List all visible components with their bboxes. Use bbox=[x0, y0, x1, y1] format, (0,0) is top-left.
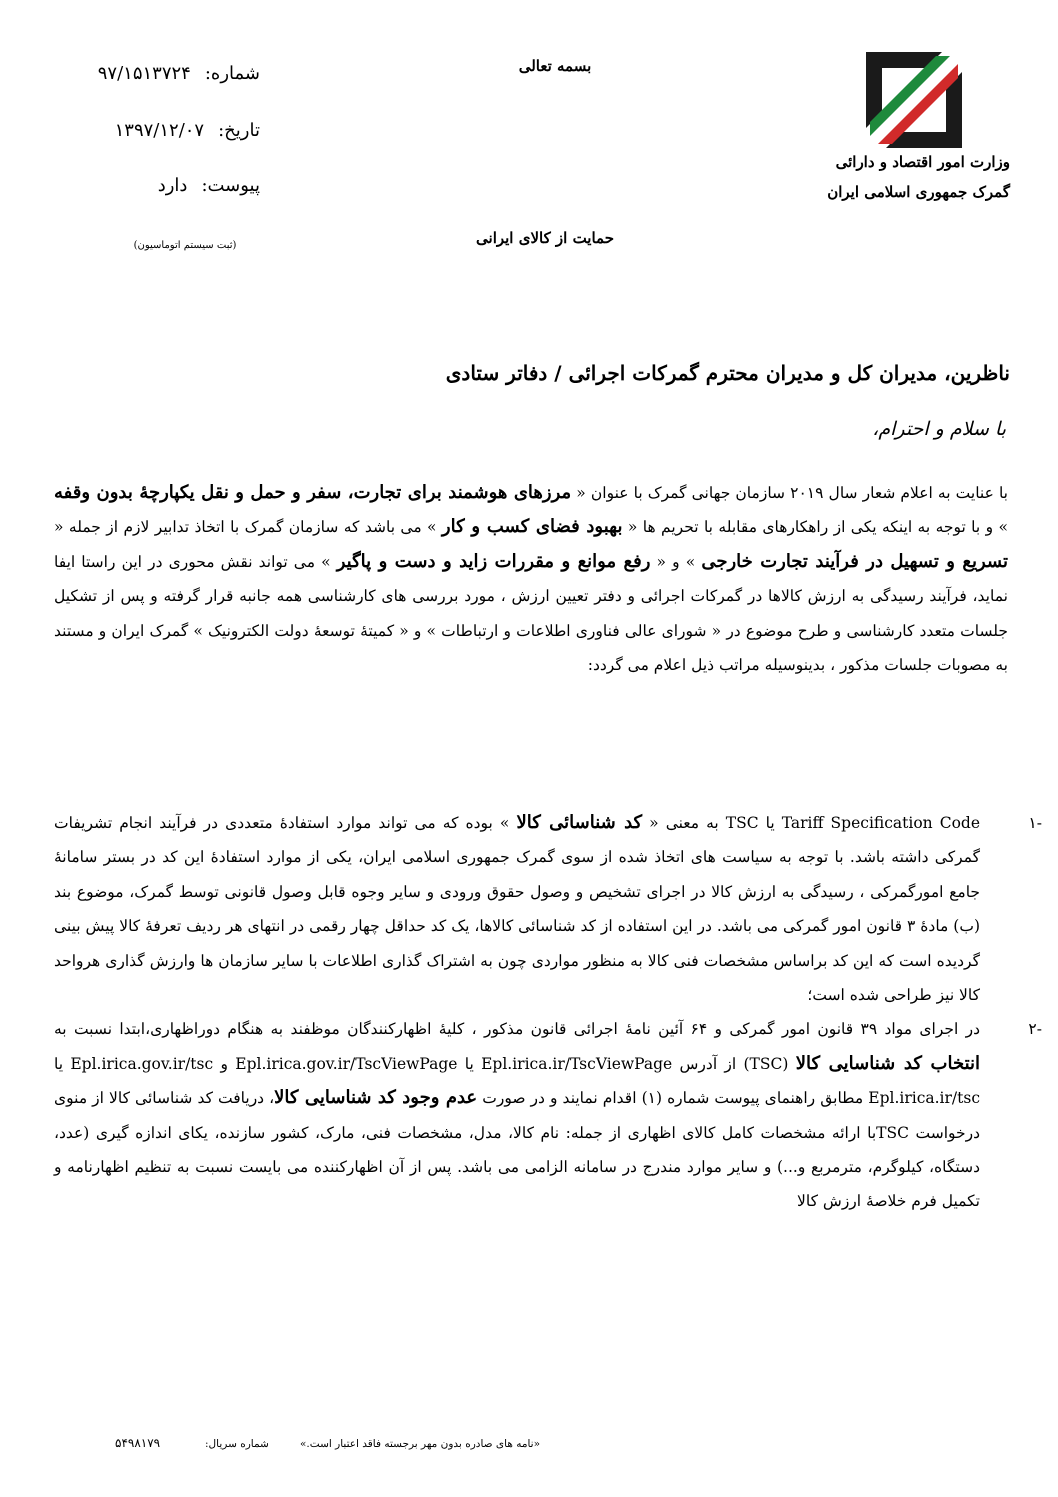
item1-text-1: Tariff Specification Code یا TSC به معنی « bbox=[642, 814, 980, 832]
greeting: با سلام و احترام، bbox=[872, 418, 1006, 440]
item2-text-1: در اجرای مواد ۳۹ قانون امور گمرکی و ۶۴ آئین نامهٔ اجرائی قانون مذکور ، کلیهٔ اظهارکنندگان موظفند به هنگام دوراظهاری،ابتدا نسبت به bbox=[54, 1020, 980, 1039]
attachment-label: پیوست: bbox=[201, 175, 260, 196]
letter-attachment bbox=[50, 175, 260, 196]
attachment-value: دارد bbox=[157, 175, 188, 196]
intro-paragraph bbox=[54, 476, 1008, 682]
list-item bbox=[54, 1012, 1042, 1218]
intro-text-3: » می باشد که سازمان گمرک با اتخاذ تدابیر لازم از جمله « bbox=[54, 518, 442, 537]
addressee-heading: ناظرین، مدیران کل و مدیران محترم گمرکات اجرائی / دفاتر ستادی bbox=[445, 361, 1010, 385]
item-text bbox=[54, 1012, 980, 1218]
item2-text-2: (TSC) از آدرس Epl.irica.ir/TscViewPage یا Epl.irica.gov.ir/TscViewPage و Epl.irica.gov.ir/tsc یا Epl.irica.ir/tsc مطابق راهنمای پیوست شماره (۱) اقدام نمایند و در صورت bbox=[54, 1054, 981, 1108]
item1-emphasis-1: کد شناسائی کالا bbox=[516, 812, 643, 833]
serial-label: شماره سریال: bbox=[205, 1438, 269, 1450]
automation-note: (ثبت سیستم اتوماسیون) bbox=[133, 240, 237, 251]
intro-text-4: » و « bbox=[650, 552, 702, 571]
date-label: تاریخ: bbox=[218, 120, 260, 141]
date-value: ۱۳۹۷/۱۲/۰۷ bbox=[114, 120, 205, 141]
customs-logo bbox=[862, 48, 966, 152]
item2-text-3: ، دریافت کد شناسائی کالا از منوی درخواست TSCبا ارائه مشخصات کامل کالای اظهاری از جمله: نام کالا، مدل، مشخصات فنی، مارک، کشور سازنده، یکای اندازه گیری (عدد، دستگاه، کیلوگرم، مترمربع و...) و سایر موارد مندرج در سامانه الزامی می باشد. پس از آن اظهارکننده می بایست نسبت به تنظیم اظهارنامه و تکمیل فرم خلاصهٔ ارزش کالا bbox=[54, 1089, 980, 1211]
intro-text-1: با عنایت به اعلام شعار سال ۲۰۱۹ سازمان جهانی گمرک با عنوان « bbox=[571, 484, 1008, 502]
intro-text-5: » می تواند نقش محوری در این راستا ایفا نماید، فرآیند رسیدگی به ارزش کالاها در گمرکات اجرائی و دفتر تعیین ارزش ، مورد بررسی های کارشناسی همه جانبه قرار گرفته و پس از تشکیل جلسات متعدد کارشناسی و طرح موضوع در « شورای عالی فناوری اطلاعات و ارتباطات » و « کمیتهٔ توسعهٔ دولت الکترونیک » گمرک ایران و مستند به مصوبات جلسات مذکور ، بدینوسیله مراتب ذیل اعلام می گردد: bbox=[54, 552, 1008, 675]
numbered-items bbox=[54, 806, 1042, 1219]
number-label: شماره: bbox=[204, 63, 260, 84]
letter-number bbox=[50, 63, 260, 84]
stamp-validity-notice: «نامه های صادره بدون مهر برجسته فاقد اعتبار است.» bbox=[300, 1438, 540, 1450]
item-number: -۱ bbox=[1028, 814, 1042, 832]
serial-value: ۵۴۹۸۱۷۹ bbox=[115, 1436, 161, 1450]
ministry-name: وزارت امور اقتصاد و دارائی bbox=[835, 153, 1010, 171]
intro-emphasis-3: تسریع و تسهیل در فرآیند تجارت خارجی bbox=[701, 550, 1008, 572]
letter-date bbox=[50, 120, 260, 141]
intro-text-2: » و با توجه به اینکه یکی از راهکارهای مقابله با تحریم ها « bbox=[622, 518, 1008, 537]
item1-text-2: » بوده که می تواند موارد استفادهٔ متعددی در فرآیند انجام تشریفات گمرکی داشته باشد. با توجه به سیاست های اتخاذ شده از سوی گمرک جمهوری اسلامی ایران، یکی از موارد استفادهٔ این کد در بستر سامانهٔ جامع امورگمرکی ، رسیدگی به ارزش کالا در اجرای تشخیص و وصول حقوق ورودی و سایر وجوه قابل وصول قانونی توسط گمرک، موضوع بند (ب) مادهٔ ۳ قانون امور گمرکی می باشد. در این استفاده از کد شناسائی کالاها، یک کد حداقل چهار رقمی در انتهای هر ردیف تعرفهٔ کالا پیش بینی گردیده است که این کد براساس مشخصات فنی کالا به منظور مواردی چون به اشتراک گذاری اطلاعات با سایر سازمان ها وارزش گذاری هرواحد کالا نیز طراحی شده است؛ bbox=[54, 814, 980, 1005]
item2-emphasis-2: عدم وجود کد شناسایی کالا bbox=[274, 1087, 478, 1109]
customs-name: گمرک جمهوری اسلامی ایران bbox=[827, 183, 1010, 201]
number-value: ۹۷/۱۵۱۳۷۲۴ bbox=[97, 63, 191, 84]
campaign-slogan: حمایت از کالای ایرانی bbox=[476, 229, 614, 247]
intro-emphasis-1: مرزهای هوشمند برای تجارت، سفر و حمل و نقل یکپارچهٔ بدون وقفه bbox=[54, 482, 572, 503]
item-number: -۲ bbox=[1028, 1020, 1042, 1039]
intro-emphasis-2: بهبود فضای کسب و کار bbox=[441, 516, 623, 538]
intro-emphasis-4: رفع موانع و مقررات زاید و دست و پاگیر bbox=[336, 550, 651, 572]
list-item bbox=[54, 806, 1042, 1012]
bismillah-heading: بسمه تعالی bbox=[518, 57, 592, 75]
item-text bbox=[54, 806, 980, 1012]
item2-emphasis-1: انتخاب کد شناسایی کالا bbox=[795, 1052, 981, 1074]
